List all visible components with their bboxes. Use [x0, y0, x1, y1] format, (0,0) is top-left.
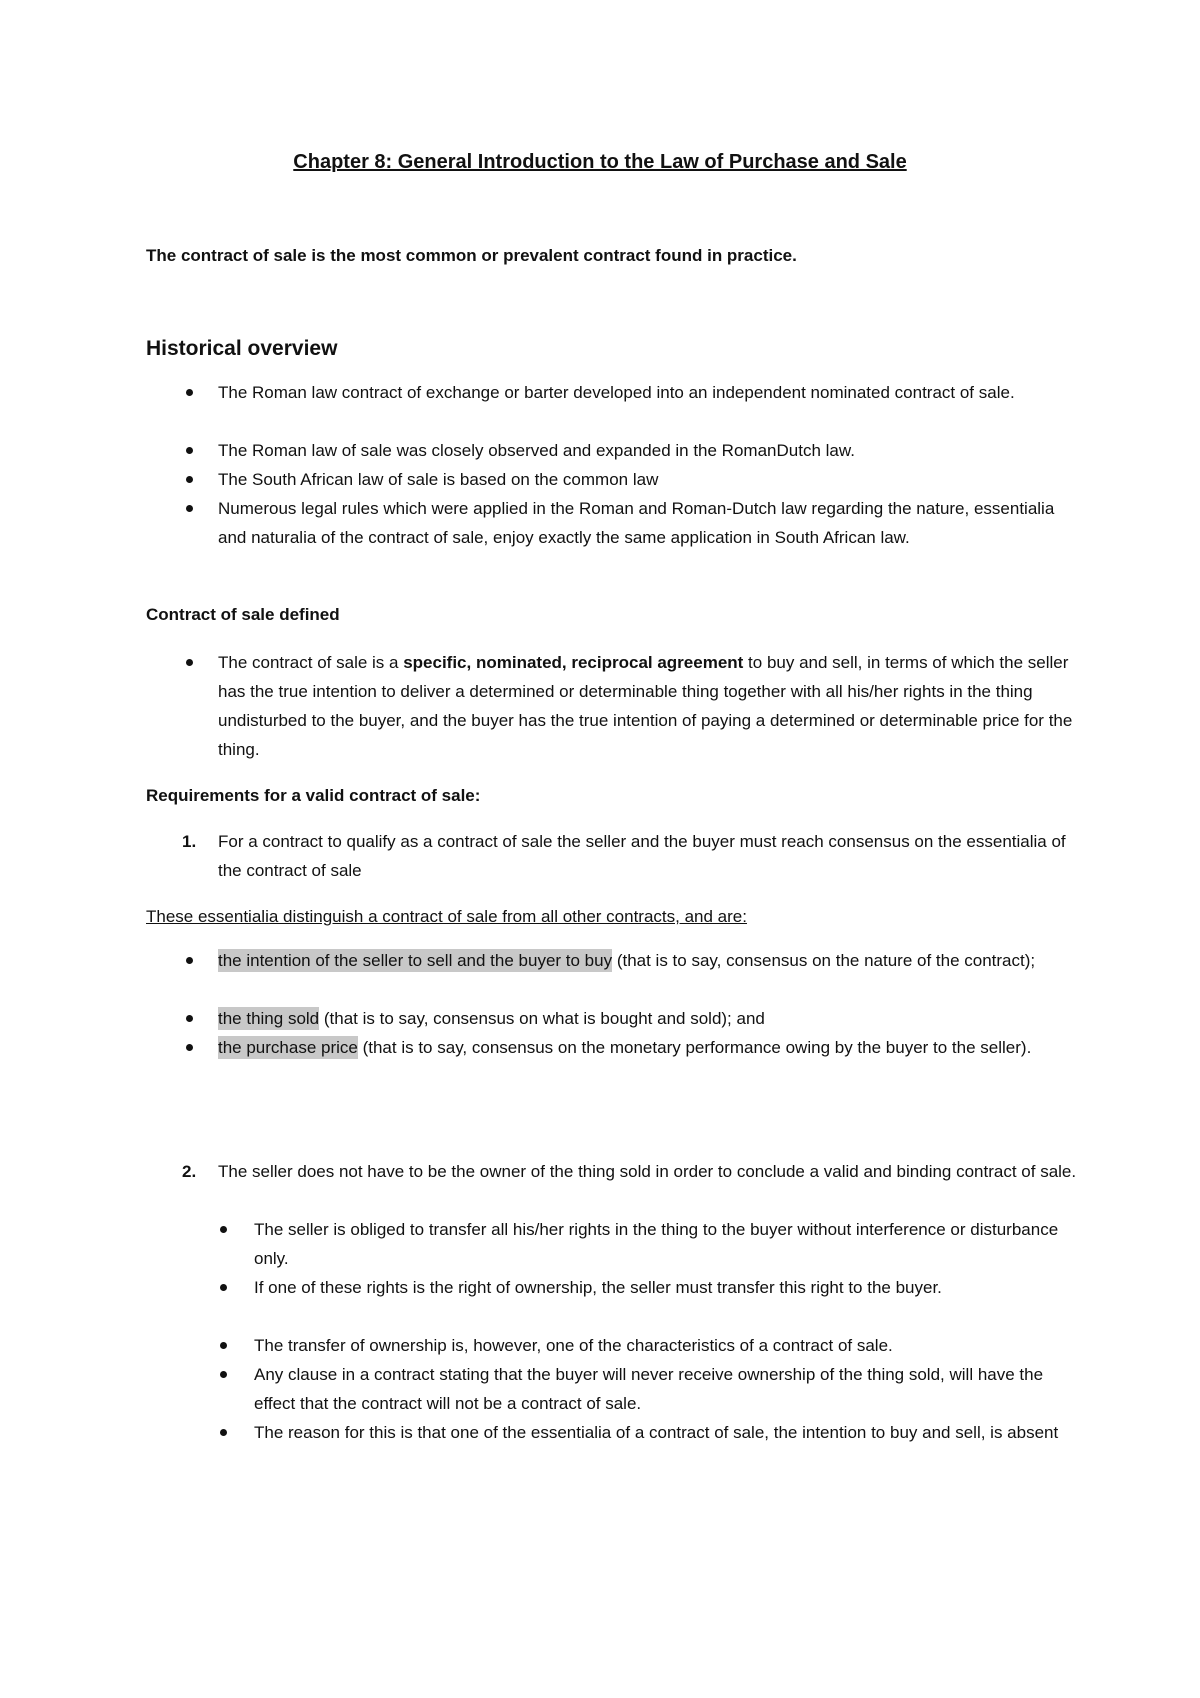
bullet-icon — [186, 389, 193, 396]
sub-list-item: The seller is obliged to transfer all his/her rights in the thing to the buyer without interference or disturbance only. — [254, 1220, 1059, 1268]
definition-bold-terms: specific, nominated, reciprocal agreement — [403, 653, 744, 672]
item-number: 1. — [182, 832, 197, 851]
essentialia-rest: (that is to say, consensus on what is bought and sold); and — [319, 1009, 765, 1028]
definition-lead: The contract of sale is a — [218, 653, 404, 672]
bullet-icon — [186, 1044, 193, 1051]
bullet-icon — [220, 1284, 227, 1291]
essentialia-label: These essentialia distinguish a contract of sale from all other contracts, and are: — [146, 907, 747, 926]
bullet-icon — [186, 1015, 193, 1022]
highlighted-text: the thing sold — [218, 1009, 320, 1028]
essentialia-item — [218, 1004, 1078, 1033]
bullet-icon — [186, 659, 193, 666]
bullet-icon — [186, 957, 193, 964]
bullet-icon — [186, 476, 193, 483]
requirements-heading: Requirements for a valid contract of sale: — [146, 786, 481, 805]
bullet-icon — [186, 505, 193, 512]
defined-heading: Contract of sale defined — [146, 605, 340, 624]
page-title: Chapter 8: General Introduction to the Law of Purchase and Sale — [293, 151, 907, 173]
requirement-item-2: The seller does not have to be the owner of the thing sold in order to conclude a valid and binding contract of sale. — [218, 1162, 1077, 1181]
highlighted-text: the intention of the seller to sell and the buyer to buy — [218, 951, 613, 970]
bullet-icon — [220, 1429, 227, 1436]
definition-rest: to buy and sell, in terms of which the seller has the true intention to deliver a determined or determinable thing together with all his/her rights in the thing undisturbed to the buyer, and the buyer has the true intention of paying a determined or determinable price for the thing. — [218, 653, 1073, 759]
sub-list-item: The reason for this is that one of the essentialia of a contract of sale, the intention to buy and sell, is absent — [254, 1423, 1059, 1442]
essentialia-item — [218, 1033, 1078, 1062]
essentialia-item — [218, 946, 1078, 975]
definition-text — [218, 648, 1078, 764]
bullet-icon — [220, 1342, 227, 1349]
sub-list-item: Any clause in a contract stating that the buyer will never receive ownership of the thing sold, will have the effect that the contract will not be a contract of sale. — [254, 1365, 1044, 1413]
intro-text: The contract of sale is the most common or prevalent contract found in practice. — [146, 246, 797, 265]
requirement-item-1: For a contract to qualify as a contract of sale the seller and the buyer must reach consensus on the essentialia of the contract of sale — [218, 832, 1066, 880]
historical-heading: Historical overview — [146, 337, 338, 360]
bullet-icon — [186, 447, 193, 454]
highlighted-text: the purchase price — [218, 1038, 358, 1057]
essentialia-rest: (that is to say, consensus on the monetary performance owing by the buyer to the seller). — [357, 1038, 1032, 1057]
item-number: 2. — [182, 1162, 197, 1181]
essentialia-rest: (that is to say, consensus on the nature of the contract); — [612, 951, 1036, 970]
bullet-icon — [220, 1371, 227, 1378]
list-item: The Roman law contract of exchange or barter developed into an independent nominated contract of sale. — [218, 383, 1015, 402]
list-item: The South African law of sale is based on the common law — [218, 470, 659, 489]
bullet-icon — [220, 1226, 227, 1233]
list-item: The Roman law of sale was closely observed and expanded in the RomanDutch law. — [218, 441, 855, 460]
sub-list-item: If one of these rights is the right of ownership, the seller must transfer this right to the buyer. — [254, 1278, 942, 1297]
sub-list-item: The transfer of ownership is, however, one of the characteristics of a contract of sale. — [254, 1336, 893, 1355]
list-item: Numerous legal rules which were applied in the Roman and Roman-Dutch law regarding the nature, essentialia and naturalia of the contract of sale, enjoy exactly the same application in South African law. — [218, 499, 1055, 547]
